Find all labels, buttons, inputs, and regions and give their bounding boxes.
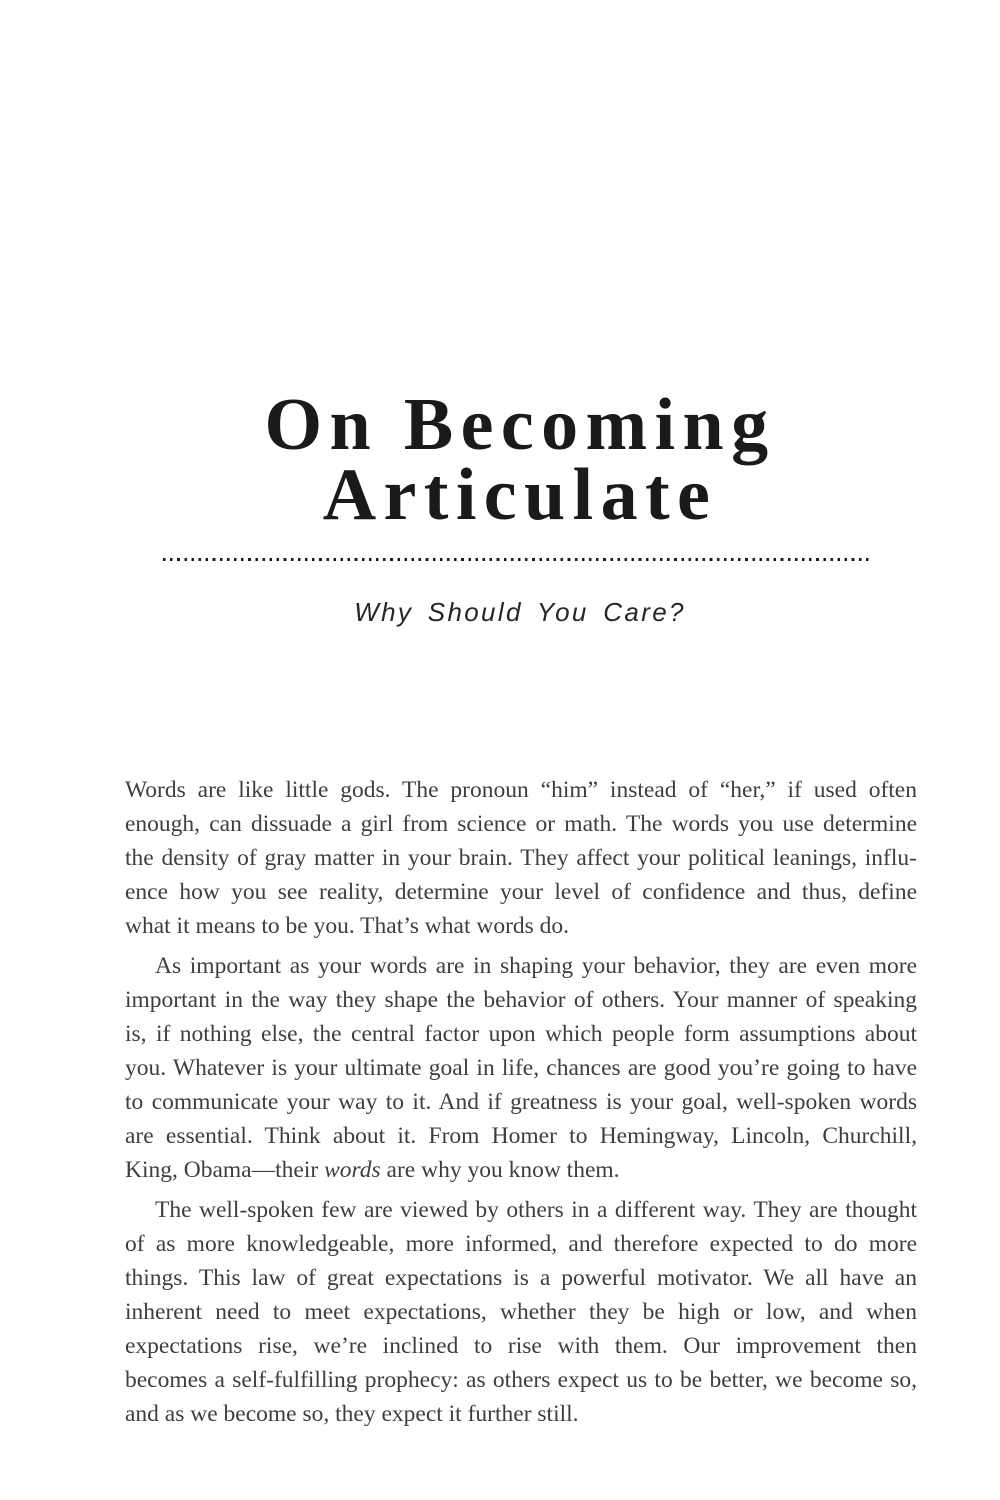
body-line [125,1153,917,1187]
chapter-title [0,384,1000,536]
body-line: are essential. Think about it. From Homer to Hemingway, Lincoln, Churchill, [125,1123,917,1149]
body-line: and as we become so, they expect it further still. [125,1401,579,1427]
body-line: becomes a self-fulfilling prophecy: as others expect us to be better, we become so, [125,1367,917,1393]
chapter-subtitle: Why Should You Care? [354,597,686,627]
body-line: the density of gray matter in your brain. They affect your political leanings, influ- [125,845,917,871]
chapter-title-line-1: On Becoming [264,384,776,466]
paragraph-1 [125,773,917,943]
body-line: things. This law of great expectations is a powerful motivator. We all have an [125,1265,917,1291]
body-line: is, if nothing else, the central factor upon which people form assumptions about [125,1021,917,1047]
body-line: what it means to be you. That’s what words do. [125,913,570,939]
body-line: As important as your words are in shaping your behavior, they are even more [155,953,917,979]
body-line: of as more knowledgeable, more informed, and therefore expected to do more [125,1231,917,1257]
body-line-segment: are why you know them. [380,1157,620,1183]
body-line: Words are like little gods. The pronoun “him” instead of “her,” if used often [125,777,917,803]
body-line: important in the way they shape the behavior of others. Your manner of speaking [125,987,917,1013]
paragraph-2 [125,949,917,1187]
body-line-segment: King, Obama—their [125,1157,325,1183]
body-line-segment-italic: words [324,1157,381,1183]
body-line: to communicate your way to it. And if greatness is your goal, well-spoken words [125,1089,917,1115]
body-line: enough, can dissuade a girl from science or math. The words you use determine [125,811,917,837]
body-line: inherent need to meet expectations, whether they be high or low, and when [125,1299,917,1325]
body-text [0,773,1000,1431]
body-line: The well-spoken few are viewed by others in a different way. They are thought [155,1197,917,1223]
chapter-title-line-2: Articulate [322,454,718,536]
dotted-divider-line [163,558,873,561]
body-line: expectations rise, we’re inclined to rise with them. Our improvement then [125,1333,917,1359]
paragraph-3 [125,1193,917,1431]
body-line: you. Whatever is your ultimate goal in life, chances are good you’re going to have [125,1055,917,1081]
body-line: ence how you see reality, determine your level of confidence and thus, define [125,879,917,905]
